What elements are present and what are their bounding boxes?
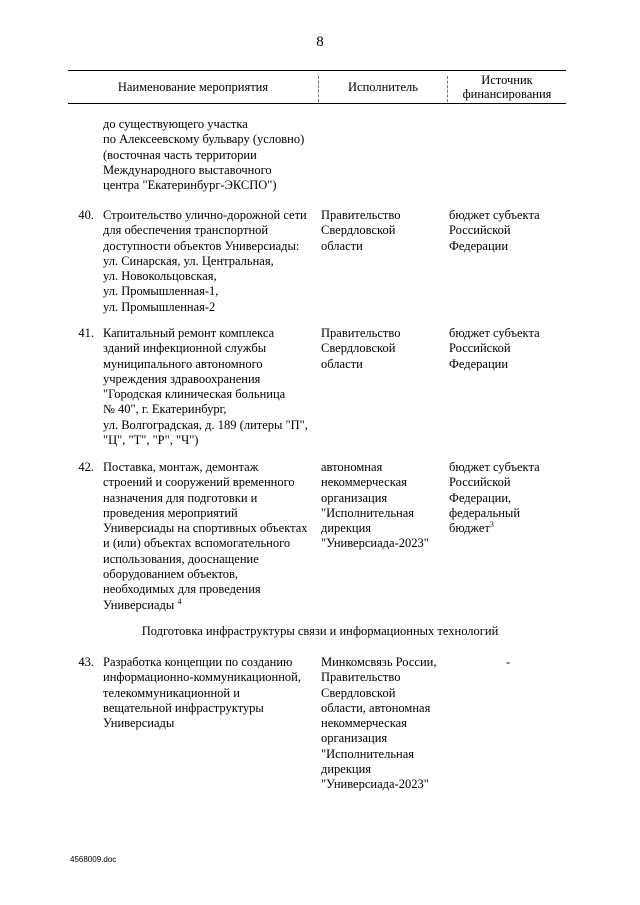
header-name-column: Наименование мероприятия [117,80,269,94]
header-funding-line2: финансирования [462,87,552,101]
row-number: 41. [78,326,94,340]
row-name: Капитальный ремонт комплекса зданий инфекционной службы муниципального автономного учреждения здравоохранения "Городская клиническая больница № 40", г. Екатеринбург, ул. Волгоградская, д. 189 (литеры "П", "Ц", "Т", "Р", "Ч") [103,326,308,448]
row-funding: бюджет субъекта Российской Федерации [449,326,540,371]
header-funding-line1: Источник [481,73,533,87]
header-executor-column: Исполнитель [348,80,418,94]
footnote-mark: 4 [177,596,182,606]
row-executor: автономная некоммерческая организация "Исполнительная дирекция "Универсиада-2023" [321,460,429,551]
row-funding: - [506,655,511,669]
row-executor: Правительство Свердловской области [321,208,401,253]
row-funding: бюджет субъекта Российской Федерации, федеральный бюджет$^3$ [449,460,540,536]
table-header [68,70,566,104]
header-funding-column [448,70,566,104]
header-separator [447,76,448,102]
continuation-text: до существующего участка по Алексеевскому бульвару (условно) (восточная часть территории Международного выставочного центра "Екатеринбург-ЭКСПО") [103,117,305,193]
row-name: Поставка, монтаж, демонтаж строений и сооружений временного назначения для подготовки и проведения мероприятий Универсиады на спортивных объектах и (или) объектах вспомогательного использования, дооснащение оборудованием объектов, необходимых для проведения Универсиады $^4$ [103,460,308,612]
row-name: Разработка концепции по созданию информационно-коммуникационной, телекоммуникационной и вещательной инфраструктуры Универсиады [103,655,301,731]
row-funding: бюджет субъекта Российской Федерации [449,208,540,253]
page-number: 8 [316,34,324,50]
row-executor: Минкомсвязь России, Правительство Свердловской области, автономная некоммерческая организация "Исполнительная дирекция "Универсиада-2023" [321,655,437,792]
section-title: Подготовка инфраструктуры связи и информационных технологий [141,624,499,638]
header-bottom-rule [68,103,566,104]
document-footer: 4568009.doc [70,855,117,864]
row-name: Строительство улично-дорожной сети для обеспечения транспортной доступности объектов Универсиады: ул. Синарская, ул. Центральная, ул. Новокольцовская, ул. Промышленная-1, ул. Промышленная-2 [103,208,307,314]
row-executor: Правительство Свердловской области [321,326,401,371]
footnote-mark: 3 [489,520,494,530]
row-number: 40. [78,208,94,222]
row-number: 42. [78,460,94,474]
row-number: 43. [78,655,94,669]
header-separator [318,76,319,102]
